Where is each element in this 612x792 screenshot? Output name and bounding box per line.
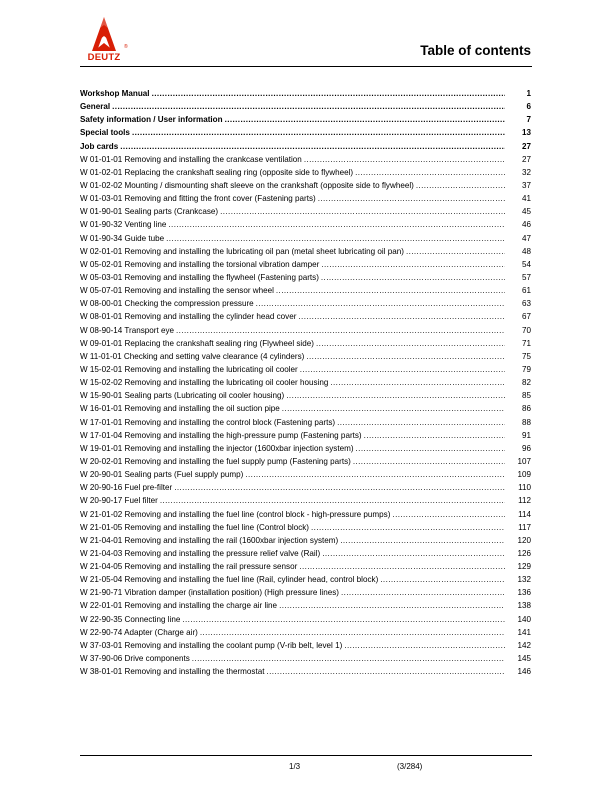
toc-entry[interactable] — [80, 324, 531, 337]
toc-entry-page: 88 — [521, 417, 531, 427]
toc-entry-page: 86 — [521, 404, 531, 414]
toc-leader-dots — [321, 258, 505, 271]
toc-entry-label: W 21-01-05 Removing and installing the fuel line (Control block) — [80, 522, 309, 532]
toc-entry-page: 41 — [521, 194, 531, 204]
toc-entry-page: 57 — [521, 272, 531, 282]
toc-entry-label: W 08-90-14 Transport eye — [80, 325, 175, 335]
toc-entry-label: W 38-01-01 Removing and installing the thermostat — [80, 667, 265, 677]
toc-entry-page: 37 — [521, 180, 531, 190]
toc-leader-dots — [112, 100, 505, 113]
toc-entry-label: W 01-01-01 Removing and installing the crankcase ventilation — [80, 154, 302, 164]
toc-leader-dots — [353, 455, 505, 468]
toc-leader-dots — [174, 481, 505, 494]
toc-leader-dots — [416, 179, 505, 192]
toc-entry-label: W 09-01-01 Replacing the crankshaft sealing ring (Flywheel side) — [80, 338, 314, 348]
toc-entry-page: 70 — [521, 325, 531, 335]
toc-entry[interactable] — [80, 481, 531, 494]
toc-leader-dots — [225, 113, 505, 126]
toc-entry-page: 54 — [521, 259, 531, 269]
toc-entry-page: 82 — [521, 378, 531, 388]
toc-entry[interactable] — [80, 205, 531, 218]
toc-entry[interactable] — [80, 310, 531, 323]
toc-entry-label: W 21-05-04 Removing and installing the fuel line (Rail, cylinder head, control block) — [80, 575, 379, 585]
brand-name: DEUTZ — [87, 52, 121, 63]
toc-leader-dots — [321, 271, 505, 284]
toc-entry-page: 145 — [517, 654, 531, 664]
toc-leader-dots — [279, 599, 505, 612]
deutz-logo — [82, 16, 132, 62]
toc-leader-dots — [245, 468, 505, 481]
toc-entry[interactable] — [80, 271, 531, 284]
toc-entry[interactable] — [80, 100, 531, 113]
toc-entry[interactable] — [80, 652, 531, 665]
deutz-flame-icon — [82, 16, 126, 54]
toc-entry-page: 141 — [517, 627, 531, 637]
toc-entry-label: W 05-02-01 Removing and installing the torsional vibration damper — [80, 259, 320, 269]
toc-entry[interactable] — [80, 126, 531, 139]
toc-leader-dots — [132, 126, 505, 139]
toc-entry-page: 129 — [517, 562, 531, 572]
toc-entry-page: 75 — [521, 351, 531, 361]
toc-entry[interactable] — [80, 508, 531, 521]
footer-divider — [80, 755, 532, 756]
table-of-contents — [80, 87, 531, 678]
toc-entry[interactable] — [80, 613, 531, 626]
toc-entry-label: W 15-90-01 Sealing parts (Lubricating oil cooler housing) — [80, 391, 285, 401]
toc-entry-label: W 15-02-01 Removing and installing the lubricating oil cooler — [80, 364, 298, 374]
toc-entry-page: 79 — [521, 364, 531, 374]
toc-leader-dots — [392, 508, 505, 521]
toc-leader-dots — [200, 626, 505, 639]
toc-entry-label: W 20-90-01 Sealing parts (Fuel supply pump) — [80, 470, 244, 480]
toc-entry-label: W 37-03-01 Removing and installing the coolant pump (V-rib belt, level 1) — [80, 640, 343, 650]
toc-entry-page: 126 — [517, 548, 531, 558]
toc-leader-dots — [380, 573, 505, 586]
toc-entry-label: W 05-07-01 Removing and installing the sensor wheel — [80, 286, 274, 296]
toc-entry[interactable] — [80, 521, 531, 534]
toc-entry-page: 61 — [521, 286, 531, 296]
toc-entry-label: W 20-90-17 Fuel filter — [80, 496, 158, 506]
toc-entry-label: W 17-01-01 Removing and installing the control block (Fastening parts) — [80, 417, 336, 427]
toc-entry[interactable] — [80, 455, 531, 468]
toc-entry[interactable] — [80, 442, 531, 455]
toc-leader-dots — [322, 547, 505, 560]
toc-leader-dots — [192, 652, 505, 665]
toc-entry-label: W 19-01-01 Removing and installing the injector (1600xbar injection system) — [80, 443, 354, 453]
toc-entry-page: 27 — [521, 154, 531, 164]
toc-leader-dots — [168, 218, 505, 231]
toc-entry[interactable] — [80, 192, 531, 205]
toc-entry-label: General — [80, 102, 111, 112]
toc-entry-label: W 22-90-74 Adapter (Charge air) — [80, 627, 198, 637]
toc-entry-label: W 01-02-01 Replacing the crankshaft sealing ring (opposite side to flywheel) — [80, 167, 354, 177]
footer-page-of: 1/3 — [289, 762, 301, 771]
toc-entry-page: 138 — [517, 601, 531, 611]
toc-entry-label: W 01-90-34 Guide tube — [80, 233, 165, 243]
toc-entry-page: 136 — [517, 588, 531, 598]
toc-entry[interactable] — [80, 416, 531, 429]
toc-leader-dots — [344, 639, 505, 652]
header-divider — [80, 66, 532, 67]
toc-entry-page: 1 — [526, 89, 531, 98]
toc-entry[interactable] — [80, 599, 531, 612]
toc-entry[interactable] — [80, 140, 531, 153]
toc-entry[interactable] — [80, 258, 531, 271]
toc-entry-page: 63 — [521, 299, 531, 309]
toc-leader-dots — [306, 350, 505, 363]
toc-entry[interactable] — [80, 547, 531, 560]
toc-entry-label: W 21-04-03 Removing and installing the pressure relief valve (Rail) — [80, 548, 321, 558]
toc-leader-dots — [340, 534, 505, 547]
toc-entry-label: W 11-01-01 Checking and setting valve clearance (4 cylinders) — [80, 351, 305, 361]
toc-leader-dots — [364, 429, 505, 442]
toc-leader-dots — [316, 337, 505, 350]
toc-entry[interactable] — [80, 534, 531, 547]
toc-leader-dots — [160, 494, 505, 507]
toc-entry-page: 71 — [521, 338, 531, 348]
toc-entry-label: W 22-90-35 Connecting line — [80, 614, 181, 624]
toc-entry-page: 67 — [521, 312, 531, 322]
toc-entry-label: W 01-02-02 Mounting / dismounting shaft sleeve on the crankshaft (opposite side to flywheel) — [80, 180, 414, 190]
toc-entry-label: W 02-01-01 Removing and installing the lubricating oil pan (metal sheet lubricating oil pan) — [80, 246, 404, 256]
toc-leader-dots — [256, 297, 505, 310]
toc-entry-label: W 05-03-01 Removing and installing the flywheel (Fastening parts) — [80, 272, 319, 282]
toc-leader-dots — [286, 389, 505, 402]
toc-entry-label: W 08-00-01 Checking the compression pressure — [80, 299, 254, 309]
toc-entry[interactable] — [80, 350, 531, 363]
toc-entry-page: 45 — [521, 207, 531, 217]
toc-leader-dots — [300, 363, 505, 376]
toc-entry[interactable] — [80, 389, 531, 402]
toc-entry-page: 47 — [521, 233, 531, 243]
toc-entry[interactable] — [80, 573, 531, 586]
toc-leader-dots — [176, 324, 505, 337]
toc-entry-page: 110 — [518, 483, 531, 493]
toc-leader-dots — [341, 586, 505, 599]
toc-entry-page: 13 — [521, 128, 531, 138]
toc-entry-page: 27 — [521, 141, 531, 151]
toc-entry[interactable] — [80, 429, 531, 442]
toc-entry-page: 146 — [517, 667, 531, 677]
toc-leader-dots — [337, 416, 505, 429]
toc-entry-label: W 21-90-71 Vibration damper (installation position) (High pressure lines) — [80, 588, 339, 598]
toc-entry-page: 96 — [521, 443, 531, 453]
toc-entry[interactable] — [80, 337, 531, 350]
toc-entry-label: W 22-01-01 Removing and installing the charge air line — [80, 601, 278, 611]
toc-leader-dots — [406, 245, 505, 258]
toc-entry[interactable] — [80, 376, 531, 389]
toc-leader-dots — [120, 140, 505, 153]
toc-entry-label: W 20-02-01 Removing and installing the fuel supply pump (Fastening parts) — [80, 456, 351, 466]
toc-entry[interactable] — [80, 639, 531, 652]
toc-entry-label: W 21-01-02 Removing and installing the fuel line (control block - high-pressure pumps) — [80, 509, 391, 519]
toc-leader-dots — [355, 166, 505, 179]
toc-entry-page: 6 — [526, 102, 531, 112]
toc-entry-label: W 01-03-01 Removing and fitting the front cover (Fastening parts) — [80, 194, 316, 204]
toc-leader-dots — [298, 310, 505, 323]
toc-entry[interactable] — [80, 402, 531, 415]
toc-entry[interactable] — [80, 363, 531, 376]
toc-entry-page: 109 — [517, 470, 531, 480]
toc-entry-label: Safety information / User information — [80, 115, 223, 125]
toc-entry[interactable] — [80, 232, 531, 245]
toc-leader-dots — [318, 192, 505, 205]
toc-leader-dots — [182, 613, 505, 626]
toc-entry[interactable] — [80, 179, 531, 192]
toc-entry-label: Workshop Manual — [80, 89, 150, 98]
toc-entry-label: W 17-01-04 Removing and installing the high-pressure pump (Fastening parts) — [80, 430, 362, 440]
toc-leader-dots — [356, 442, 505, 455]
toc-entry[interactable] — [80, 468, 531, 481]
toc-entry-label: W 01-90-32 Venting line — [80, 220, 167, 230]
footer-document-page: (3/284) — [397, 762, 423, 771]
toc-entry-label: W 21-04-01 Removing and installing the rail (1600xbar injection system) — [80, 535, 339, 545]
toc-entry[interactable] — [80, 665, 531, 678]
toc-leader-dots — [299, 560, 505, 573]
toc-entry[interactable] — [80, 153, 531, 166]
toc-entry[interactable] — [80, 494, 531, 507]
toc-entry-page: 46 — [521, 220, 531, 230]
toc-entry-label: W 15-02-02 Removing and installing the lubricating oil cooler housing — [80, 378, 329, 388]
toc-leader-dots — [311, 521, 505, 534]
toc-entry-page: 91 — [521, 430, 531, 440]
toc-entry-label: W 08-01-01 Removing and installing the cylinder head cover — [80, 312, 297, 322]
registered-mark: ® — [124, 44, 128, 50]
toc-entry[interactable] — [80, 113, 531, 126]
toc-entry[interactable] — [80, 245, 531, 258]
toc-entry-page: 142 — [517, 640, 531, 650]
toc-entry-page: 120 — [517, 535, 531, 545]
toc-entry-label: W 01-90-01 Sealing parts (Crankcase) — [80, 207, 219, 217]
toc-entry[interactable] — [80, 586, 531, 599]
toc-entry-page: 132 — [517, 575, 531, 585]
toc-entry-label: Special tools — [80, 128, 130, 138]
page-title: Table of contents — [420, 43, 531, 58]
toc-leader-dots — [330, 376, 505, 389]
toc-entry-page: 117 — [518, 522, 531, 532]
toc-entry-page: 7 — [526, 115, 531, 125]
toc-leader-dots — [276, 284, 505, 297]
toc-entry[interactable] — [80, 560, 531, 573]
toc-leader-dots — [266, 665, 505, 678]
toc-leader-dots — [304, 153, 505, 166]
toc-entry-label: W 37-90-06 Drive components — [80, 654, 190, 664]
toc-entry-page: 85 — [521, 391, 531, 401]
toc-entry-page: 140 — [517, 614, 531, 624]
toc-entry-page: 107 — [517, 456, 531, 466]
toc-leader-dots — [220, 205, 505, 218]
toc-entry-label: W 16-01-01 Removing and installing the oil suction pipe — [80, 404, 280, 414]
toc-entry[interactable] — [80, 218, 531, 231]
toc-entry-page: 114 — [518, 509, 531, 519]
toc-leader-dots — [152, 87, 505, 100]
toc-entry-label: W 21-04-05 Removing and installing the rail pressure sensor — [80, 562, 298, 572]
toc-entry-label: Job cards — [80, 141, 119, 151]
toc-entry[interactable] — [80, 284, 531, 297]
toc-leader-dots — [166, 232, 505, 245]
toc-leader-dots — [282, 402, 505, 415]
toc-entry[interactable] — [80, 87, 531, 100]
toc-entry-page: 48 — [521, 246, 531, 256]
toc-entry-page: 112 — [518, 496, 531, 506]
toc-entry-page: 32 — [521, 167, 531, 177]
toc-entry[interactable] — [80, 297, 531, 310]
toc-entry[interactable] — [80, 626, 531, 639]
toc-entry[interactable] — [80, 166, 531, 179]
toc-entry-label: W 20-90-16 Fuel pre-filter — [80, 483, 173, 493]
